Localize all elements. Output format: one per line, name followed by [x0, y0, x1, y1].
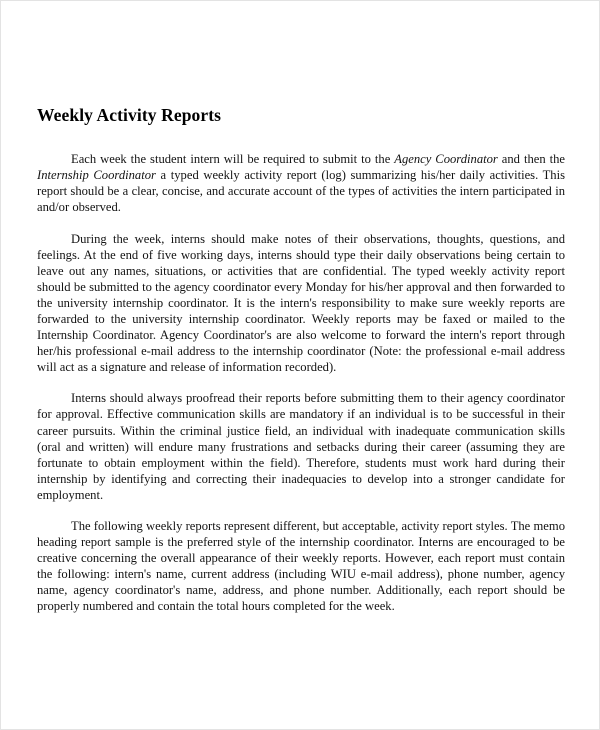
paragraph-3 — [37, 390, 565, 503]
document-content — [37, 105, 565, 615]
emphasized-text: Agency Coordinator — [394, 152, 498, 167]
body-text: a typed weekly activity report (log) summarizing his/her daily activities. This report should be a clear, concise, and accurate account of the types of activities the intern participated in and/or observed. — [37, 168, 566, 215]
body-text: The following weekly reports represent different, but acceptable, activity report styles. The memo heading report sample is the preferred style of the internship coordinator. Interns are encouraged to be creative concerning the overall appearance of their weekly reports. However, each report must contain the following: intern's name, current address (including WIU e-mail address), phone number, agency name, agency coordinator's name, address, and phone number. Additionally, each report should be properly numbered and contain the total hours completed for the week. — [37, 519, 565, 614]
body-text: During the week, interns should make notes of their observations, thoughts, questions, and feelings. At the end of five working days, interns should type their daily observations being certain to leave out any names, situations, or activities that are confidential. The typed weekly activity report should be submitted to the agency coordinator every Monday for his/her approval and then forwarded to the university internship coordinator. It is the intern's responsibility to make sure weekly reports are forwarded to the university internship coordinator. Weekly reports may be faxed or mailed to the Internship Coordinator. Agency Coordinator's are also welcome to forward the intern's report through her/his professional e-mail address to the internship coordinator (Note: the professional e-mail address will act as a signature and release of information recorded). — [37, 231, 565, 375]
body-text: Each week the student intern will be required to submit to the — [71, 152, 395, 167]
paragraph-1 — [37, 151, 565, 215]
emphasized-text: Internship Coordinator — [37, 168, 156, 183]
body-text: Interns should always proofread their reports before submitting them to their agency coordinator for approval. Effective communication skills are mandatory if an individual is to be successful in their career pursuits. Within the criminal justice field, an individual with inadequate communication skills (oral and written) will endure many frustrations and setbacks during their career (assuming they are fortunate to obtain employment within the field). Therefore, students must work hard during their internship by identifying and correcting their inadequacies to develop into a stronger candidate for employment. — [37, 391, 565, 502]
page-title: Weekly Activity Reports — [37, 105, 222, 125]
paragraph-4 — [37, 518, 565, 615]
paragraph-2 — [37, 231, 565, 376]
body-text: and then the — [497, 152, 565, 167]
